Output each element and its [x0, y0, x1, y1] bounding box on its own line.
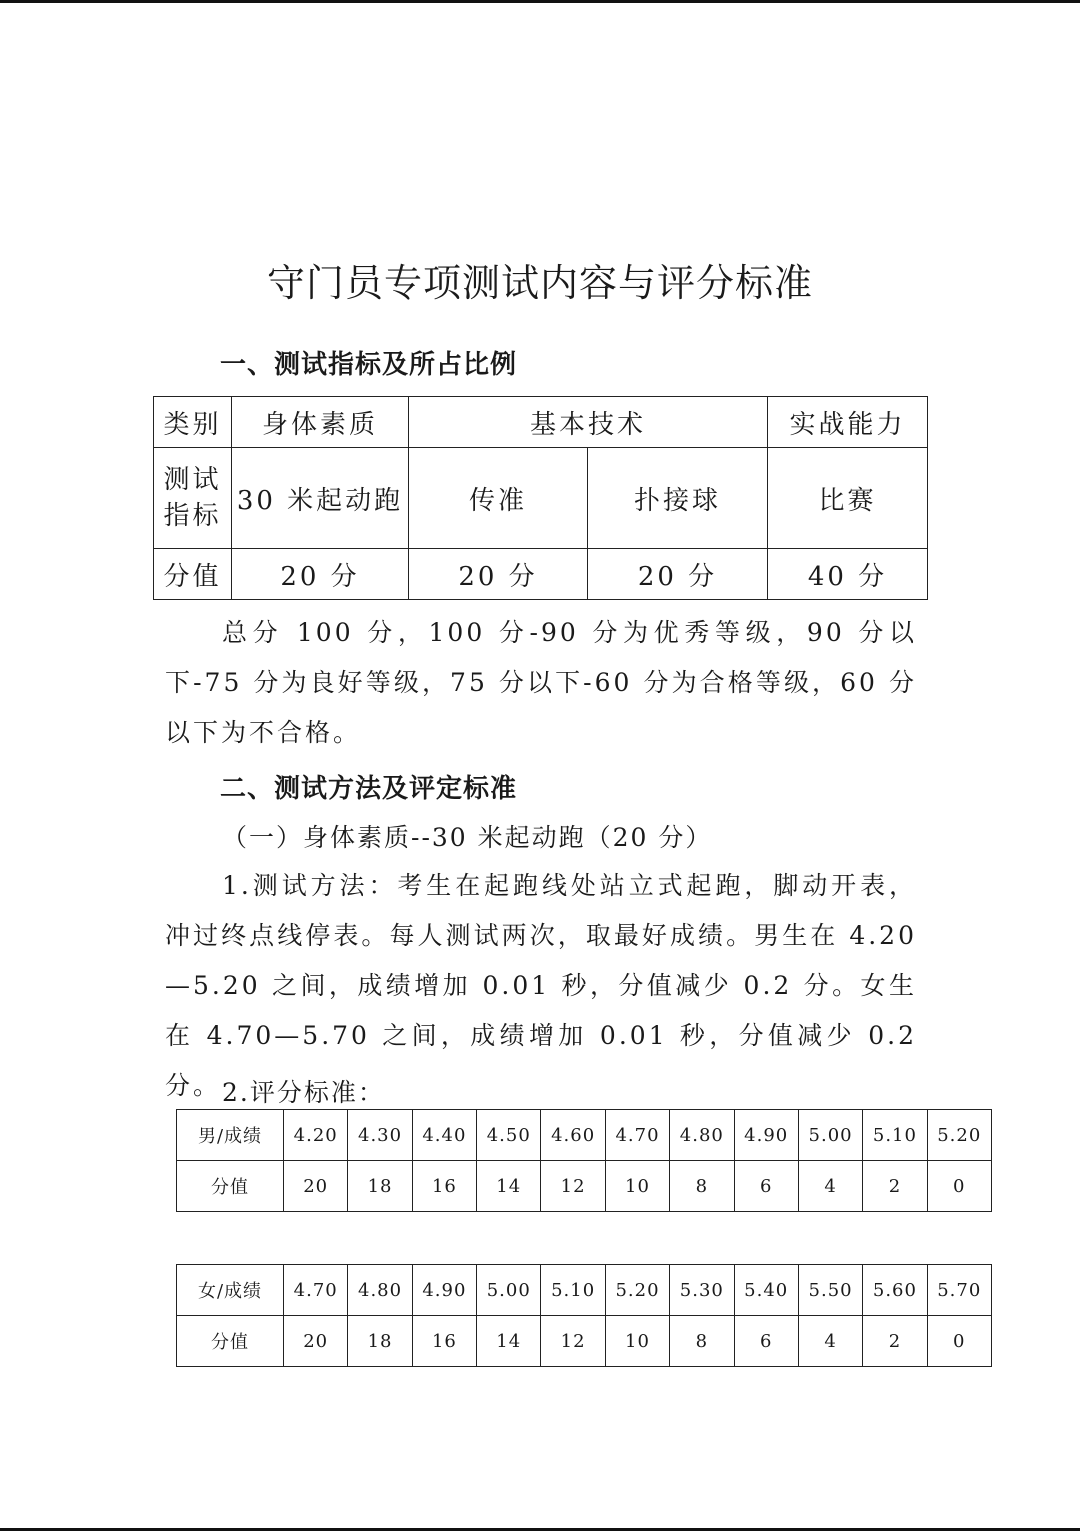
male-score-cell: 6 — [734, 1161, 798, 1212]
male-score-cell: 12 — [541, 1161, 605, 1212]
female-time-cell: 5.30 — [670, 1265, 734, 1316]
female-time-cell: 5.70 — [927, 1265, 991, 1316]
female-score-cell: 12 — [541, 1316, 605, 1367]
female-score-cell: 0 — [927, 1316, 991, 1367]
male-score-cell: 20 — [284, 1161, 348, 1212]
ratio-index-row — [154, 448, 928, 549]
female-score-cell: 10 — [605, 1316, 669, 1367]
female-time-cell: 5.60 — [863, 1265, 927, 1316]
male-time-row — [177, 1110, 992, 1161]
male-score-label: 分值 — [177, 1161, 284, 1212]
female-score-row — [177, 1316, 992, 1367]
female-time-cell: 5.20 — [605, 1265, 669, 1316]
male-score-cell: 18 — [348, 1161, 412, 1212]
female-score-cell: 14 — [477, 1316, 541, 1367]
subheading-physical: （一）身体素质--30 米起动跑（20 分） — [222, 823, 713, 852]
document-title: 守门员专项测试内容与评分标准 — [266, 261, 813, 305]
female-time-cell: 5.50 — [798, 1265, 862, 1316]
header-physical: 身体素质 — [232, 397, 409, 448]
female-time-cell: 5.10 — [541, 1265, 605, 1316]
ratio-score-row — [154, 549, 928, 600]
male-time-cell: 5.20 — [927, 1110, 991, 1161]
female-score-cell: 4 — [798, 1316, 862, 1367]
male-time-cell: 4.80 — [670, 1110, 734, 1161]
male-time-cell: 5.00 — [798, 1110, 862, 1161]
score-match: 40 分 — [768, 549, 928, 600]
male-time-cell: 5.10 — [863, 1110, 927, 1161]
female-time-cell: 4.80 — [348, 1265, 412, 1316]
scoring-standard-label: 2.评分标准： — [222, 1078, 385, 1107]
male-time-cell: 4.50 — [477, 1110, 541, 1161]
index-save: 扑接球 — [588, 448, 768, 549]
male-score-row — [177, 1161, 992, 1212]
male-time-cell: 4.20 — [284, 1110, 348, 1161]
male-time-label: 男/成绩 — [177, 1110, 284, 1161]
female-time-cell: 5.00 — [477, 1265, 541, 1316]
section2-heading: 二、测试方法及评定标准 — [220, 774, 518, 804]
header-category: 类别 — [154, 397, 232, 448]
index-match: 比赛 — [768, 448, 928, 549]
index-pass: 传准 — [409, 448, 588, 549]
female-time-label: 女/成绩 — [177, 1265, 284, 1316]
grade-paragraph: 总分 100 分，100 分-90 分为优秀等级，90 分以下-75 分为良好等级，75 分以下-60 分为合格等级，60 分以下为不合格。 — [165, 618, 917, 747]
header-technique: 基本技术 — [409, 397, 768, 448]
score-save: 20 分 — [588, 549, 768, 600]
female-time-cell: 4.90 — [412, 1265, 476, 1316]
male-score-cell: 8 — [670, 1161, 734, 1212]
female-score-cell: 8 — [670, 1316, 734, 1367]
score-physical: 20 分 — [232, 549, 409, 600]
male-time-cell: 4.90 — [734, 1110, 798, 1161]
male-time-cell: 4.70 — [605, 1110, 669, 1161]
index-row-label: 测试指标 — [154, 448, 232, 549]
section1-heading: 一、测试指标及所占比例 — [220, 350, 518, 380]
female-score-table — [176, 1264, 992, 1367]
female-score-cell: 16 — [412, 1316, 476, 1367]
male-time-cell: 4.30 — [348, 1110, 412, 1161]
ratio-header-row — [154, 397, 928, 448]
male-score-table — [176, 1109, 992, 1212]
male-score-cell: 16 — [412, 1161, 476, 1212]
index-physical: 30 米起动跑 — [232, 448, 409, 549]
female-score-cell: 20 — [284, 1316, 348, 1367]
male-score-cell: 2 — [863, 1161, 927, 1212]
female-time-cell: 5.40 — [734, 1265, 798, 1316]
header-combat: 实战能力 — [768, 397, 928, 448]
score-pass: 20 分 — [409, 549, 588, 600]
page-top-edge — [0, 0, 1080, 3]
male-score-cell: 4 — [798, 1161, 862, 1212]
female-score-cell: 18 — [348, 1316, 412, 1367]
female-score-cell: 6 — [734, 1316, 798, 1367]
female-time-cell: 4.70 — [284, 1265, 348, 1316]
male-time-cell: 4.40 — [412, 1110, 476, 1161]
ratio-table — [153, 396, 928, 600]
score-row-label: 分值 — [154, 549, 232, 600]
male-score-cell: 10 — [605, 1161, 669, 1212]
male-time-cell: 4.60 — [541, 1110, 605, 1161]
male-score-cell: 14 — [477, 1161, 541, 1212]
female-score-label: 分值 — [177, 1316, 284, 1367]
test-method-paragraph: 1.测试方法：考生在起跑线处站立式起跑，脚动开表，冲过终点线停表。每人测试两次，取最好成绩。男生在 4.20—5.20 之间，成绩增加 0.01 秒，分值减少 0.2 分。女生在 4.70—5.70 之间，成绩增加 0.01 秒，分值减少 0.2 分。 — [165, 871, 917, 1100]
female-score-cell: 2 — [863, 1316, 927, 1367]
female-time-row — [177, 1265, 992, 1316]
male-score-cell: 0 — [927, 1161, 991, 1212]
